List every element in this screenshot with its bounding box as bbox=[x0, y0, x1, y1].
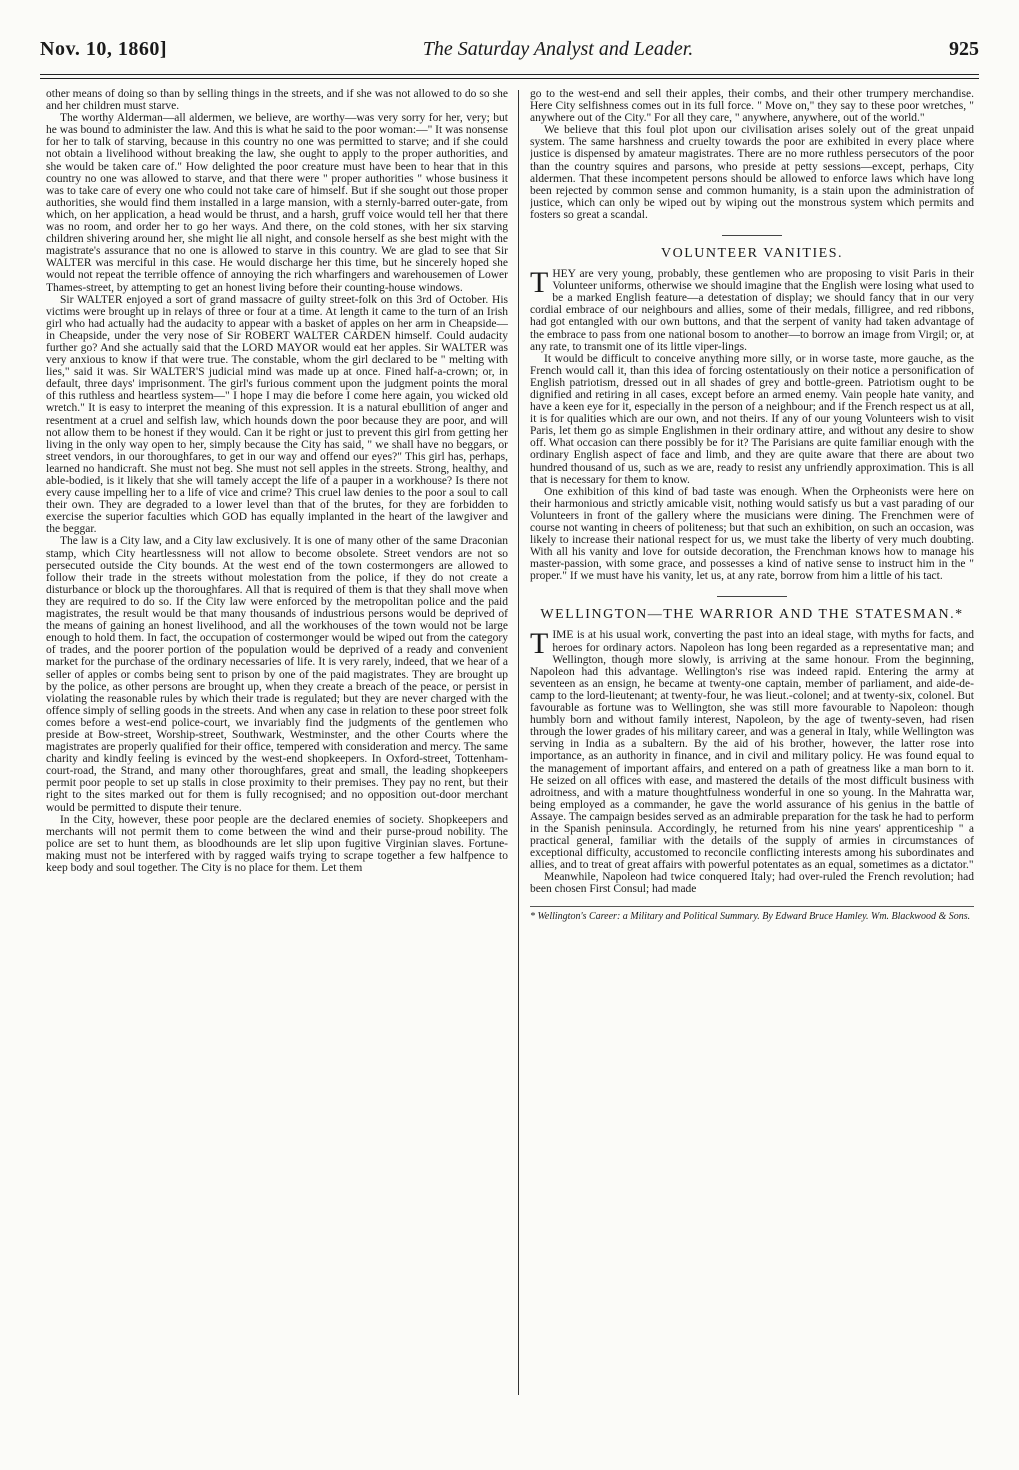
paragraph: In the City, however, these poor people are the declared enemies of society. Shopkeepers and merchants will not permit them to come between the wind and their purse-proud nobility. The police are set to hunt them, as bloodhounds are let slip upon fugitive Virginian slaves. Fortune-making must not be interfered with by ragged waifs trying to scrape together a few halfpence to keep body and soul together. The City is no place for them. Let them bbox=[46, 813, 508, 874]
paragraph: Meanwhile, Napoleon had twice conquered Italy; had over-ruled the French revolution; had been chosen First Consul; had made bbox=[530, 871, 974, 896]
left-column bbox=[46, 88, 508, 1410]
page-header bbox=[40, 38, 979, 68]
page-number: 925 bbox=[948, 38, 979, 60]
section-separator bbox=[717, 596, 787, 597]
paragraph: The law is a City law, and a City law exclusively. It is one of many other of the same Draconian stamp, which City heartlessness will not allow to become obsolete. Street vendors are not so persecuted outside the City bounds. At the west end of the town costermongers are allowed to follow their trade in the streets without molestation from the police, if they do not create a disturbance or block up the thoroughfares. All that is required of them is that they shall move when they are required to do so. If the City law were enforced by the metropolitan police and the paid magistrates, the result would be that many thousands of industrious persons would be deprived of the means of gaining an honest livelihood, and all the workhouses of the town would not be large enough to hold them. In fact, the occupation of costermonger would be wiped out from the category of trades, and the poorer portion of the population would be deprived of a ready and convenient market for the purchase of the ordinary necessaries of life. It is very rarely, indeed, that we hear of a seller of apples or combs being sent to prison by one of the paid magistrates. They are brought up by the police, as other persons are brought up, when they create a breach of the peace, or persist in violating the reasonable rules by which their trade is regulated; but they are never charged with the offence simply of selling goods in the streets. And when any case in relation to these poor street folk comes before a west-end police-court, we invariably find the judgments of the gentlemen who preside at Bow-street, Worship-street, Southwark, Westminster, and the other Courts where the magistrates are properly qualified for their office, tempered with consideration and mercy. The same charity and kindly feeling is evinced by the west-end shopkeepers. In Oxford-street, Tottenham-court-road, the Strand, and many other thoroughfares, great and small, the leading shopkeepers permit poor people to set up stalls in close proximity to their premises. They pay no rent, but their right to the sites marked out for them is fully recognised; and no opposition out-door merchant would be permitted to dispute their tenure. bbox=[46, 535, 508, 814]
article-lead-paragraph: TIME is at his usual work, converting the past into an ideal stage, with myths for facts, and heroes for ordinary actors. Napoleon has long been regarded as a representative man; and Wellington, though more slowly, is arriving at the same honour. From the beginning, Napoleon had this advantage. Wellington's rise was indeed rapid. Entering the army at seventeen as an ensign, he became at twenty-one captain, member of parliament, and aide-de-camp to the lord-lieutenant; at twenty-four, he was lieut.-colonel; and at twenty-six, colonel. But favourable as fortune was to Wellington, she was still more favourable to Napoleon: though humbly born and without family interest, Napoleon, by the age of twenty-seven, had risen through the lower grades of his military career, and was a general in Italy, while Wellington was serving in India as a subaltern. By the aid of his brother, however, the latter rose into importance, as an authority in finance, and in civil and military policy. He was found equal to the management of important affairs, and entered on a path of greatness like a man born to it. He seized on all offices with ease, and mastered the details of the most difficult business with adroitness, and with a mature thoughtfulness wonderful in one so young. In the Mahratta war, being employed as a commander, he gave the world assurance of his genius in the battle of Assaye. The campaign besides served as an admirable preparation for the task he had to perform in the Spanish peninsula. Accordingly, he returned from his nine years' apprenticeship " a practical general, familiar with the details of the supply of armies in circumstances of exceptional difficulty, accustomed to reconcile conflicting interests among his subordinates and allies, and to treat of great affairs with powerful potentates as an equal, sometimes as a dictator." bbox=[530, 627, 974, 872]
drop-cap: T bbox=[530, 266, 549, 300]
paragraph: One exhibition of this kind of bad taste was enough. When the Orpheonists were here on their harmonious and strictly amicable visit, nothing would satisfy us but a vast parading of our Volunteers in front of the gallery where the musicians were dining. The Frenchmen were of course not wanting in cheers of politeness; but that such an exhibition, on such an occasion, was likely to increase their national respect for us, we must take the liberty of very much doubting. With all his vanity and love for outside decoration, the Frenchman knows how to manage his master-passion, with some grace, and possesses a kind of native sense to instruct him in the " proper." If we must have his vanity, let us, at any rate, borrow from him a little of his tact. bbox=[530, 485, 974, 583]
footnote: * Wellington's Career: a Military and Political Summary. By Edward Bruce Hamley. Wm. Blackwood & Sons. bbox=[530, 906, 974, 922]
paragraph: We believe that this foul plot upon our civilisation arises solely out of the great unpaid system. The same harshness and cruelty towards the poor are exhibited in every place where justice is dispensed by amateur magistrates. There are no more ruthless persecutors of the poor than the country squires and parsons, who preside at petty sessions—except, perhaps, City aldermen. That these incompetent persons should be allowed to enforce laws which have long been rejected by common sense and common humanity, is a stain upon the administration of justice, which can only be wiped out by wiping out the monstrous system which permits and fosters so great a scandal. bbox=[530, 124, 974, 221]
header-rule-thin bbox=[40, 78, 979, 79]
column-divider bbox=[518, 90, 519, 1395]
right-column bbox=[530, 88, 974, 1410]
issue-date: Nov. 10, 1860] bbox=[40, 38, 167, 60]
paragraph: It would be difficult to conceive anything more silly, or in worse taste, more gauche, as the French would call it, than this idea of forcing ostentatiously on their notice a personification of English patriotism, dressed out in all shades of grey and bottle-green. Patriotism ought to be dignified and retiring in all cases, except before an armed enemy. Vain people hate vanity, and have a keen eye for it, especially in the person of a neighbour; and if the French respect us at all, it is for qualities which are our own, and not theirs. If any of our young Volunteers wish to visit Paris, let them go as simple Englishmen in their ordinary attire, and without any desire to show off. What occasion can there possibly be for it? The Parisians are quite familiar enough with the ordinary English aspect of face and limb, and they are quite aware that there are about two hundred thousand of us, such as we are, ready to resist any unfriendly approximation. This is all that is necessary for them to know. bbox=[530, 352, 974, 486]
article-lead-paragraph: THEY are very young, probably, these gentlemen who are proposing to visit Paris in their Volunteer uniforms, otherwise we should imagine that the English were losing what used to be a marked English feature—a detestation of display; we should fancy that in our very cordial embrace of our neighbours and allies, some of their medals, filligree, and red ribbons, had got entangled with our own buttons, and that the serpent of vanity had taken advantage of the embrace to pass from one national bosom to another—to borrow an image from Virgil; or, at any rate, to transmit one of its little viper-lings. bbox=[530, 266, 974, 353]
article-heading-volunteer-vanities: VOLUNTEER VANITIES. bbox=[661, 246, 843, 262]
publication-title: The Saturday Analyst and Leader. bbox=[422, 38, 694, 60]
article-heading-wellington: WELLINGTON—THE WARRIOR AND THE STATESMAN.* bbox=[540, 607, 964, 623]
drop-cap: T bbox=[530, 627, 549, 661]
paragraph: go to the west-end and sell their apples, their combs, and their other trumpery merchandise. Here City selfishness comes out in its full force. " Move on," they say to these poor wretches, " anywhere out of the City." For all they care, " anywhere, anywhere, out of the world." bbox=[530, 88, 974, 125]
section-separator bbox=[722, 235, 782, 236]
paragraph: Sir WALTER enjoyed a sort of grand massacre of guilty street-folk on this 3rd of October. His victims were brought up in relays of three or four at a time. At length it came to the turn of an Irish girl who had actually had the audacity to appear with a basket of apples on her arm in Cheapside—in Cheapside, under the very nose of Sir ROBERT WALTER CARDEN himself. Could audacity further go? And she actually said that the LORD MAYOR would eat her apples. Sir WALTER was very anxious to know if that were true. The constable, whom the girl declared to be " melting with lies," said it was. Sir WALTER'S judicial mind was made up at once. Fined half-a-crown; or, in default, three days' imprisonment. The girl's furious comment upon the judgment points the moral of this ruthless and heartless system—" I hope I may die before I come here again, you wicked old wretch." It is easy to interpret the meaning of this expression. It is a natural ebullition of anger and resentment at a cruel and selfish law, which hounds down the poor because they are poor, and will not allow them to be honest if they would. Can it be right or just to prevent this girl from getting her living in the only way open to her, simply because the City has said, " we shall have no beggars, or street vendors, in our thoroughfares, to get in our way and offend our eyes?" This girl has, perhaps, learned no handicraft. She must not beg. She must not sell apples in the streets. Strong, healthy, and able-bodied, is it likely that she will tamely accept the life of a pauper in a workhouse? Is there not every cause impelling her to a life of vice and crime? This cruel law denies to the poor a soul to call their own. They are degraded to a lower level than that of the brutes, for they are forbidden to exercise the superior faculties which GOD has equally implanted in the heart of the lawgiver and the beggar. bbox=[46, 293, 508, 536]
header-rule bbox=[40, 74, 979, 75]
paragraph: The worthy Alderman—all aldermen, we believe, are worthy—was very sorry for her, very; but he was bound to administer the law. And this is what he said to the poor woman:—" It was nonsense for her to talk of starving, because in this country no one was permitted to starve; and if she could not obtain a livelihood without breaking the law, she ought to apply to the proper authorities, and she would be taken care of." How delighted the poor creature must have been to hear that in this country no one was allowed to starve, and that there were " proper authorities " whose business it was to take care of every one who could not take care of himself. But if she sought out those proper authorities, she would find them installed in a large mansion, with a sternly-barred outer-gate, from which, on her application, a head would be thrust, and a harsh, gruff voice would tell her that there was no room, and order her to go her ways. And there, on the cold stones, with her six starving children shivering around her, she might lie all night, and console herself as she best might with the magistrate's assurance that no one is allowed to starve in this country. We are glad to see that Sir WALTER was merciful in this case. He would discharge her this time, but he sincerely hoped she would not repeat the terrible offence of annoying the rich wharfingers and warehousemen of Lower Thames-street, by attempting to get an honest living before their counting-house windows. bbox=[46, 112, 508, 294]
paragraph: other means of doing so than by selling things in the streets, and if she was not allowed to do so she and her children must starve. bbox=[46, 88, 508, 113]
